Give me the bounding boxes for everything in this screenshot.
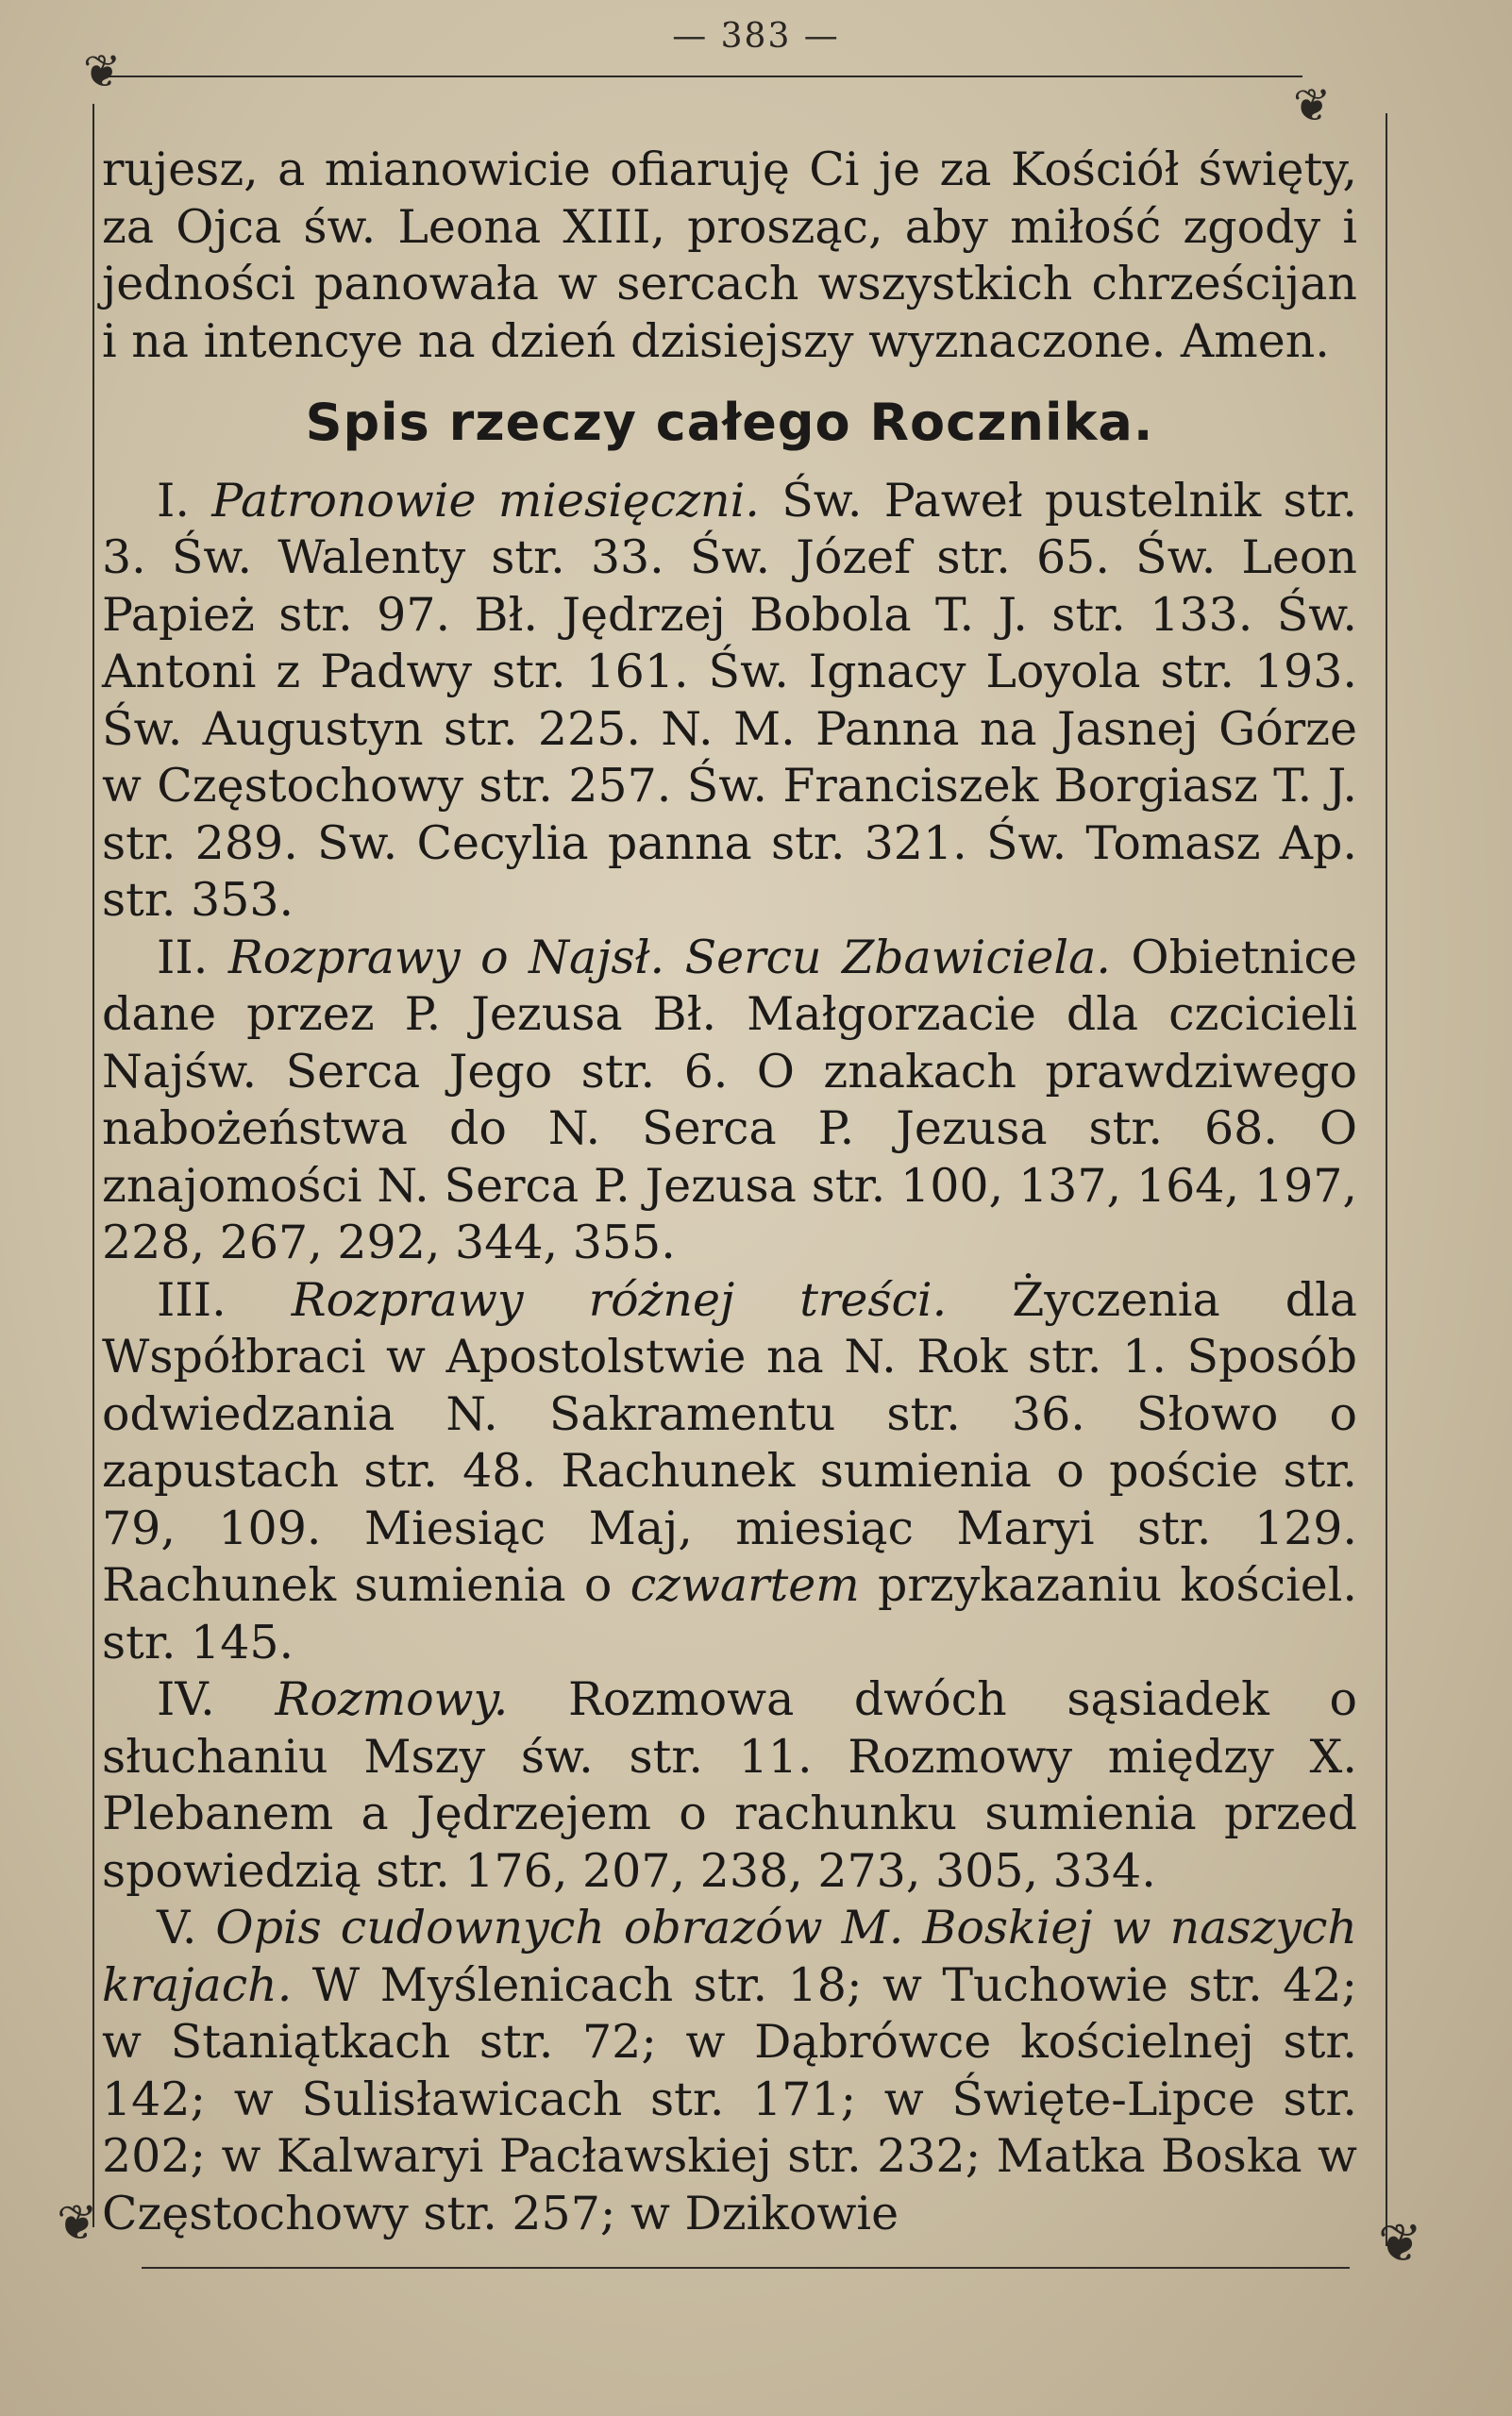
- section-body: Św. Paweł pustelnik str. 3. Św. Walenty str. 33. Św. Józef str. 65. Św. Leon Papież str. 97. Bł. Jędrzej Bobola T. J. str. 133. Św. Antoni z Padwy str. 161. Św. Ignacy Loyola str. 193. Św. Augustyn str. 225. N. M. Panna na Jasnej Górze w Częstochowy str. 257. Św. Franciszek Borgiasz T. J. str. 289. Sw. Cecylia panna str. 321. Św. Tomasz Ap. str. 353.: [102, 473, 1358, 927]
- section-number: IV.: [157, 1672, 215, 1726]
- bottom-left-ornament-icon: ❦: [57, 2195, 98, 2252]
- bottom-rule: [142, 2267, 1350, 2269]
- section-body: Rozmowa dwóch sąsiadek o słuchaniu Mszy św. str. 11. Rozmowy między X. Plebanem a Jędrzejem o rachunku sumienia przed spowiedzią str. 176, 207, 238, 273, 305, 334.: [102, 1672, 1357, 1898]
- page-number: — 383 —: [672, 17, 840, 56]
- section-3: [102, 1272, 1357, 1672]
- intro-paragraph: rujesz, a mianowicie ofiaruję Ci je za Kościół święty, za Ojca św. Leona XIII, prosząc, aby miłość zgody i jedności panowała w sercach wszystkich chrześcijan i na intencye na dzień dzisiejszy wyznaczone. Amen.: [102, 143, 1357, 368]
- section-5: [102, 1900, 1357, 2242]
- section-2: [102, 930, 1357, 1272]
- top-left-ornament-icon: ❦: [83, 45, 122, 98]
- section-title: Opis cudownych obrazów M. Boskiej w naszych krajach.: [102, 1901, 1357, 2012]
- section-body-end: przykazaniu kościel. str. 145.: [102, 1558, 1357, 1669]
- section-body-italic: czwartem: [630, 1558, 860, 1612]
- section-body: W Myślenicach str. 18; w Tuchowie str. 42; w Staniątkach str. 72; w Dąbrówce kościelnej str. 142; w Sulisławicach str. 171; w Święte-Lipce str. 202; w Kalwaryi Pacławskiej str. 232; Matka Boska w Częstochowy str. 257; w Dzikowie: [102, 1957, 1357, 2240]
- top-rule: [104, 76, 1302, 77]
- index-heading: Spis rzeczy całego Rocznika.: [305, 393, 1154, 452]
- section-body: Życzenia dla Współbraci w Apostolstwie na N. Rok str. 1. Sposób odwiedzania N. Sakramentu str. 36. Słowo o zapustach str. 48. Rachunek sumienia o poście str. 79, 109. Miesiąc Maj, miesiąc Maryi str. 129. Rachunek sumienia o: [102, 1272, 1357, 1612]
- section-title: Rozprawy o Najsł. Sercu Zbawiciela.: [227, 930, 1111, 984]
- top-right-ornament-icon: ❦: [1293, 79, 1332, 132]
- section-title: Rozprawy różnej treści.: [291, 1272, 948, 1327]
- page-content: [102, 142, 1357, 2242]
- bottom-right-ornament-icon: ❦: [1378, 2213, 1422, 2274]
- right-border-line: [1386, 113, 1387, 2246]
- section-title: Rozmowy.: [275, 1672, 509, 1726]
- section-number: II.: [157, 930, 209, 984]
- section-number: I.: [157, 473, 190, 528]
- left-border-line: [92, 104, 94, 2227]
- section-number: V.: [157, 1901, 197, 1955]
- section-title: Patronowie miesięczni.: [211, 473, 760, 528]
- section-body: Obietnice dane przez P. Jezusa Bł. Małgorzacie dla czcicieli Najśw. Serca Jego str. 6. O znakach prawdziwego nabożeństwa do N. Serca P. Jezusa str. 68. O znajomości N. Serca P. Jezusa str. 100, 137, 164, 197, 228, 267, 292, 344, 355.: [102, 930, 1357, 1269]
- section-1: [102, 473, 1357, 930]
- section-number: III.: [157, 1272, 227, 1327]
- section-4: [102, 1671, 1357, 1900]
